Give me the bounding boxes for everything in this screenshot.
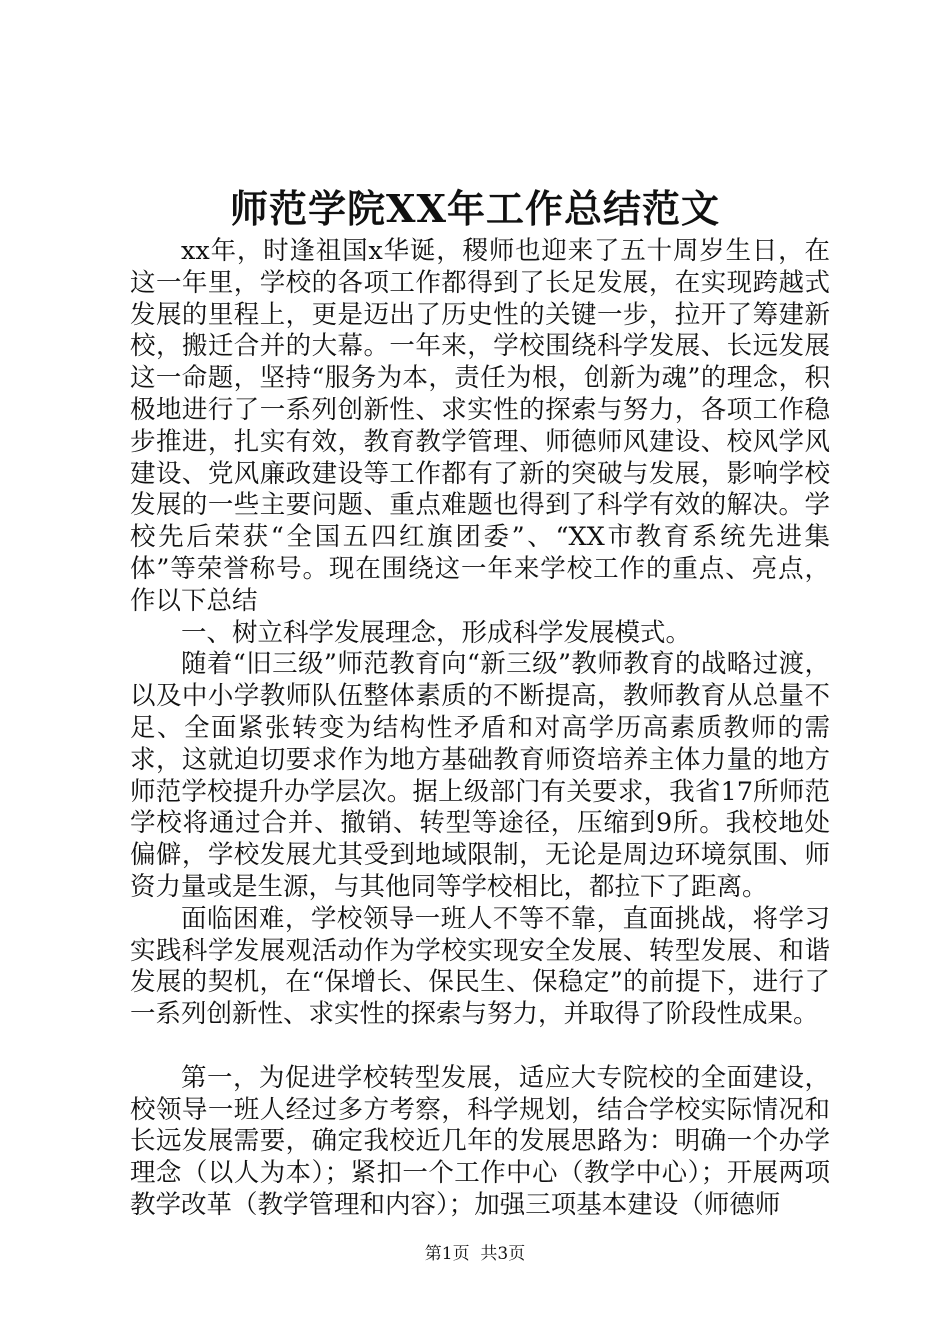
paragraph-section-heading: 一、树立科学发展理念，形成科学发展模式。 xyxy=(181,617,692,648)
document-body xyxy=(130,236,830,1222)
page-number: 第1页 xyxy=(424,1244,470,1264)
page-footer xyxy=(0,1242,950,1266)
document-title: 师范学院XX年工作总结范文 xyxy=(230,186,720,231)
page-total: 共3页 xyxy=(480,1244,526,1264)
paragraph-first-point: 第一，为促进学校转型发展，适应大专院校的全面建设，校领导一班人经过多方考察，科学规划，结合学校实际情况和长远发展需要，确定我校近几年的发展思路为：明确一个办学理念（以人为本）；紧扣一个工作中心（教学中心）；开展两项教学改革（教学管理和内容）；加强三项基本建设（师德师 xyxy=(130,1062,830,1220)
paragraph-intro: xx年，时逢祖国x华诞，稷师也迎来了五十周岁生日，在这一年里，学校的各项工作都得到了长足发展，在实现跨越式发展的里程上，更是迈出了历史性的关键一步，拉开了筹建新校，搬迁合并的大幕。一年来，学校围绕科学发展、长远发展这一命题，坚持“服务为本，责任为根，创新为魂”的理念，积极地进行了一系列创新性、求实性的探索与努力，各项工作稳步推进，扎实有效，教育教学管理、师德师风建设、校风学风建设、党风廉政建设等工作都有了新的突破与发展，影响学校发展的一些主要问题、重点难题也得到了科学有效的解决。学校先后荣获“全国五四红旗团委”、“XX市教育系统先进集体”等荣誉称号。现在围绕这一年来学校工作的重点、亮点，作以下总结 xyxy=(130,236,830,616)
paragraph-background: 随着“旧三级”师范教育向“新三级”教师教育的战略过渡，以及中小学教师队伍整体素质的不断提高，教师教育从总量不足、全面紧张转变为结构性矛盾和对高学历高素质教师的需求，这就迫切要求作为地方基础教育师资培养主体力量的地方师范学校提升办学层次。据上级部门有关要求，我省17所师范学校将通过合并、撤销、转型等途径，压缩到9所。我校地处偏僻，学校发展尤其受到地域限制，无论是周边环境氛围、师资力量或是生源，与其他同等学校相比，都拉下了距离。 xyxy=(130,649,830,902)
paragraph-response: 面临困难，学校领导一班人不等不靠，直面挑战，将学习实践科学发展观活动作为学校实现安全发展、转型发展、和谐发展的契机，在“保增长、保民生、保稳定”的前提下，进行了一系列创新性、求实性的探索与努力，并取得了阶段性成果。 xyxy=(130,903,830,1030)
